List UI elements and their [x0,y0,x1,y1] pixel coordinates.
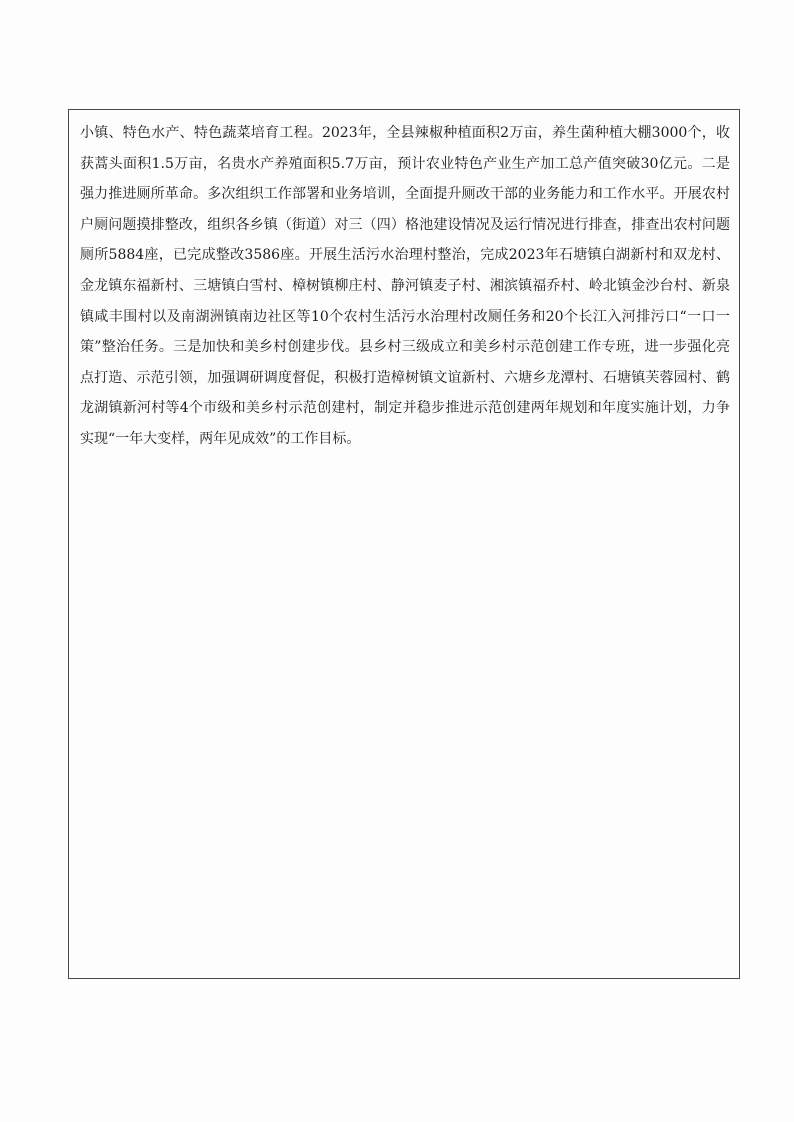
body-paragraph: 小镇、特色水产、特色蔬菜培育工程。2023年，全县辣椒种植面积2万亩，养生菌种植大棚3000个，收获蒿头面积1.5万亩，名贵水产养殖面积5.7万亩，预计农业特色产业生产加工总产值突破30亿元。二是强力推进厕所革命。多次组织工作部署和业务培训，全面提升厕改干部的业务能力和工作水平。开展农村户厕问题摸排整改，组织各乡镇（街道）对三（四）格池建设情况及运行情况进行排查，排查出农村问题厕所5884座，已完成整改3586座。开展生活污水治理村整治，完成2023年石塘镇白湖新村和双龙村、金龙镇东福新村、三塘镇白雪村、樟树镇柳庄村、静河镇麦子村、湘滨镇福乔村、岭北镇金沙台村、新泉镇咸丰围村以及南湖洲镇南边社区等10个农村生活污水治理村改厕任务和20个长江入河排污口“一口一策”整治任务。三是加快和美乡村创建步伐。县乡村三级成立和美乡村示范创建工作专班，进一步强化亮点打造、示范引领，加强调研调度督促，积极打造樟树镇文谊新村、六塘乡龙潭村、石塘镇芙蓉园村、鹤龙湖镇新河村等4个市级和美乡村示范创建村，制定并稳步推进示范创建两年规划和年度实施计划，力争实现“一年大变样，两年见成效”的工作目标。 [80,125,730,447]
